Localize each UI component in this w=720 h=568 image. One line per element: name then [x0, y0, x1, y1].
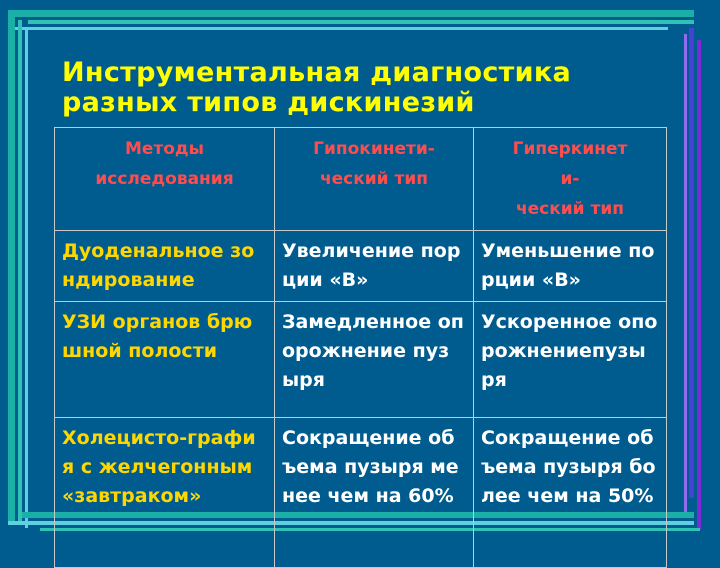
decor-top-bar-1: [8, 10, 694, 17]
header-hyperkinetic-line-2: и-: [560, 169, 580, 189]
decor-right-bar-1: [689, 28, 694, 498]
cell-hyperkinetic: Ускоренное опорожнениепузыря: [474, 302, 667, 418]
decor-left-bar-2: [18, 20, 22, 525]
cell-method: Дуоденальное зондирование: [55, 231, 275, 302]
decor-left-bar-1: [8, 10, 15, 525]
decor-top-bar-2: [28, 20, 694, 24]
header-hypokinetic: [275, 128, 474, 231]
header-methods-line-2: исследования: [95, 169, 234, 189]
table-row: [55, 418, 667, 568]
table-header-row: [55, 128, 667, 231]
decor-top-bar-3: [8, 27, 668, 30]
header-hyperkinetic-line-1: Гиперкинет: [512, 139, 628, 159]
header-hyperkinetic-line-3: ческий тип: [515, 199, 625, 219]
decor-right-bar-3: [684, 34, 687, 514]
slide-title: [62, 58, 682, 118]
cell-hypokinetic: Увеличение порции «В»: [275, 231, 474, 302]
cell-hypokinetic: Замедленное опорожнение пузыря: [275, 302, 474, 418]
decor-left-bar-3: [25, 28, 28, 528]
slide-title-line-2: разных типов дискинезий: [62, 87, 475, 118]
cell-hyperkinetic: Сокращение объема пузыря более чем на 50%: [474, 418, 667, 568]
header-methods-line-1: Методы: [124, 139, 205, 159]
decor-right-bar-2: [697, 40, 701, 530]
diagnostics-table: [54, 127, 667, 568]
header-hypokinetic-line-1: Гипокинети-: [313, 139, 435, 159]
header-hyperkinetic: [474, 128, 667, 231]
cell-method: УЗИ органов брюшной полости: [55, 302, 275, 418]
table-row: [55, 231, 667, 302]
slide-title-line-1: Инструментальная диагностика: [62, 57, 571, 88]
cell-hypokinetic: Сокращение объема пузыря менее чем на 60%: [275, 418, 474, 568]
cell-method: Холецисто-графия с желчегонным «завтраком»: [55, 418, 275, 568]
header-hypokinetic-line-2: ческий тип: [319, 169, 429, 189]
header-methods: [55, 128, 275, 231]
cell-hyperkinetic: Уменьшение порции «В»: [474, 231, 667, 302]
table-row: [55, 302, 667, 418]
